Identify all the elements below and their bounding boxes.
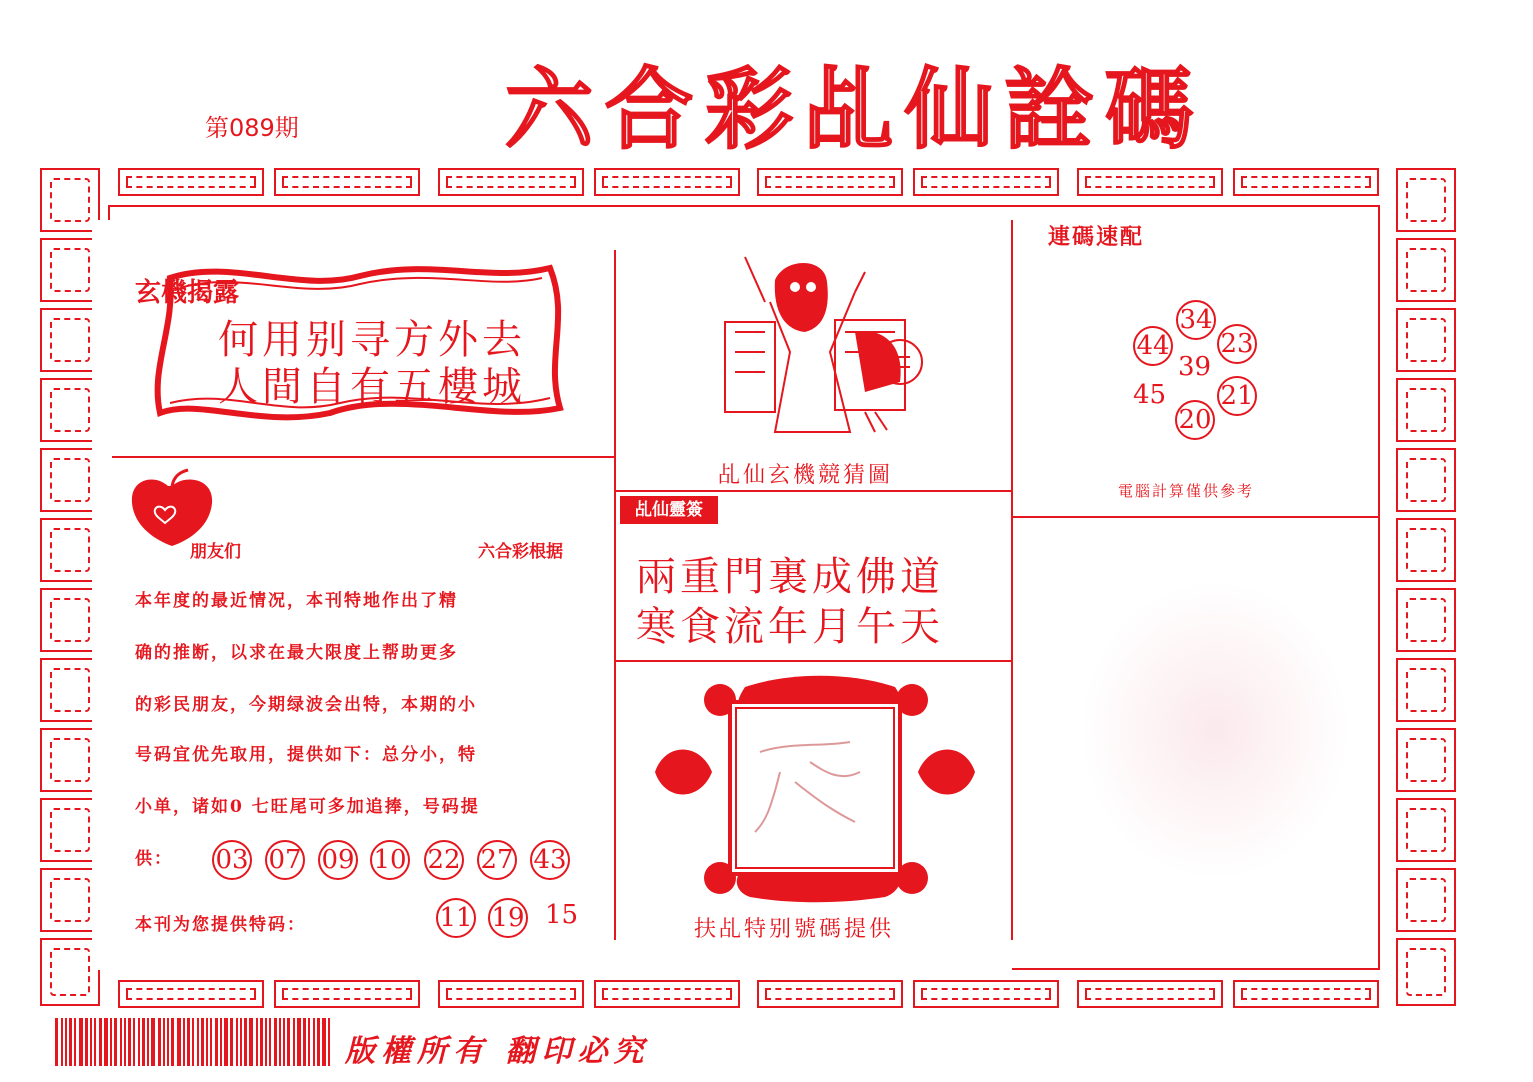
special-ball: 19 xyxy=(488,898,528,938)
message-line: 确的推断，以求在最大限度上帮助更多 xyxy=(135,643,458,663)
border-tile xyxy=(438,980,584,1008)
border-tile xyxy=(913,980,1059,1008)
border-tile xyxy=(1396,588,1456,652)
border-tile xyxy=(40,518,100,582)
divider xyxy=(614,250,616,940)
figure-caption: 乩仙玄機競猜圖 xyxy=(718,463,894,488)
combo-ball: 44 xyxy=(1133,326,1173,366)
message-line: 的彩民朋友，今期绿波会出特，本期的小 xyxy=(135,695,477,715)
divider xyxy=(614,660,1011,662)
greeting: 朋友们 xyxy=(190,542,241,562)
border-tile xyxy=(1233,168,1379,196)
border-tile xyxy=(40,938,100,1006)
border-tile xyxy=(594,168,740,196)
border-tile xyxy=(913,168,1059,196)
message-head-right: 六合彩根据 xyxy=(478,542,563,562)
special-label: 本刊为您提供特码： xyxy=(135,915,306,935)
combo-note: 電腦計算僅供參考 xyxy=(1118,482,1255,500)
divider xyxy=(614,490,1011,492)
number-ball: 03 xyxy=(212,840,252,880)
border-tile xyxy=(274,980,420,1008)
message-line: 本年度的最近情况，本刊特地作出了精 xyxy=(135,591,458,611)
border-tile xyxy=(274,168,420,196)
divider xyxy=(112,456,614,458)
number-ball: 09 xyxy=(318,840,358,880)
divider xyxy=(1013,516,1378,518)
number-ball: 43 xyxy=(530,840,570,880)
combo-ball: 20 xyxy=(1175,400,1215,440)
ornamental-stamp-frame xyxy=(650,672,980,904)
combo-ball: 34 xyxy=(1176,300,1216,340)
divider xyxy=(1011,220,1013,940)
border-tile xyxy=(1396,378,1456,442)
number-ball: 27 xyxy=(477,840,517,880)
offer-label: 供： xyxy=(135,849,173,869)
border-tile xyxy=(40,658,100,722)
poem-tag: 玄機揭露 xyxy=(135,278,240,308)
number-ball: 10 xyxy=(370,840,410,880)
combo-ball: 21 xyxy=(1217,376,1257,416)
stamp-caption: 扶乩特别號碼提供 xyxy=(694,917,895,942)
oracle-figure-illustration xyxy=(715,252,935,448)
border-tile xyxy=(1077,168,1223,196)
border-tile xyxy=(1396,518,1456,582)
faded-smudge xyxy=(1080,580,1350,880)
message-line: 号码宜优先取用，提供如下：总分小，特 xyxy=(135,745,477,765)
border-tile xyxy=(1396,658,1456,722)
border-tile xyxy=(1396,238,1456,302)
border-tile xyxy=(1396,938,1456,1006)
border-tile xyxy=(1077,980,1223,1008)
border-tile xyxy=(40,168,100,232)
border-tile xyxy=(1396,308,1456,372)
issue-number: 第089期 xyxy=(205,114,299,142)
heart-apple-icon xyxy=(120,468,220,548)
special-ball: 11 xyxy=(436,898,476,938)
combo-number: 39 xyxy=(1178,352,1212,382)
combo-ball: 23 xyxy=(1217,324,1257,364)
border-tile xyxy=(40,308,100,372)
border-tile xyxy=(1233,980,1379,1008)
oracle-tag: 乩仙靈簽 xyxy=(620,496,718,524)
poem-line: 何用别寻方外去 xyxy=(218,317,526,363)
border-tile xyxy=(40,728,100,792)
border-tile xyxy=(1396,868,1456,932)
border-tile xyxy=(40,238,100,302)
border-tile xyxy=(1396,168,1456,232)
border-tile xyxy=(118,980,264,1008)
border-tile xyxy=(1396,728,1456,792)
oracle-line: 兩重門裏成佛道 xyxy=(636,554,944,600)
barcode xyxy=(55,1018,333,1066)
oracle-line: 寒食流年月午天 xyxy=(636,604,944,650)
number-ball: 07 xyxy=(265,840,305,880)
border-tile xyxy=(40,378,100,442)
message-line: 小单，诸如0 七旺尾可多加追捧，号码提 xyxy=(135,797,480,817)
special-number: 15 xyxy=(545,900,579,930)
poem-line: 人間自有五樓城 xyxy=(218,364,526,410)
border-tile xyxy=(757,168,903,196)
number-ball: 22 xyxy=(424,840,464,880)
border-tile xyxy=(438,168,584,196)
border-tile xyxy=(757,980,903,1008)
border-tile xyxy=(40,868,100,932)
border-tile xyxy=(40,448,100,512)
border-tile xyxy=(40,798,100,862)
combo-title: 連碼速配 xyxy=(1048,224,1145,250)
border-tile xyxy=(594,980,740,1008)
border-tile xyxy=(1396,448,1456,512)
border-tile xyxy=(1396,798,1456,862)
border-tile xyxy=(40,588,100,652)
page-title: 六合彩乩仙詮碼 xyxy=(505,58,1206,161)
copyright-notice: 版權所有 翻印必究 xyxy=(345,1034,650,1069)
combo-number: 45 xyxy=(1133,380,1167,410)
border-tile xyxy=(118,168,264,196)
